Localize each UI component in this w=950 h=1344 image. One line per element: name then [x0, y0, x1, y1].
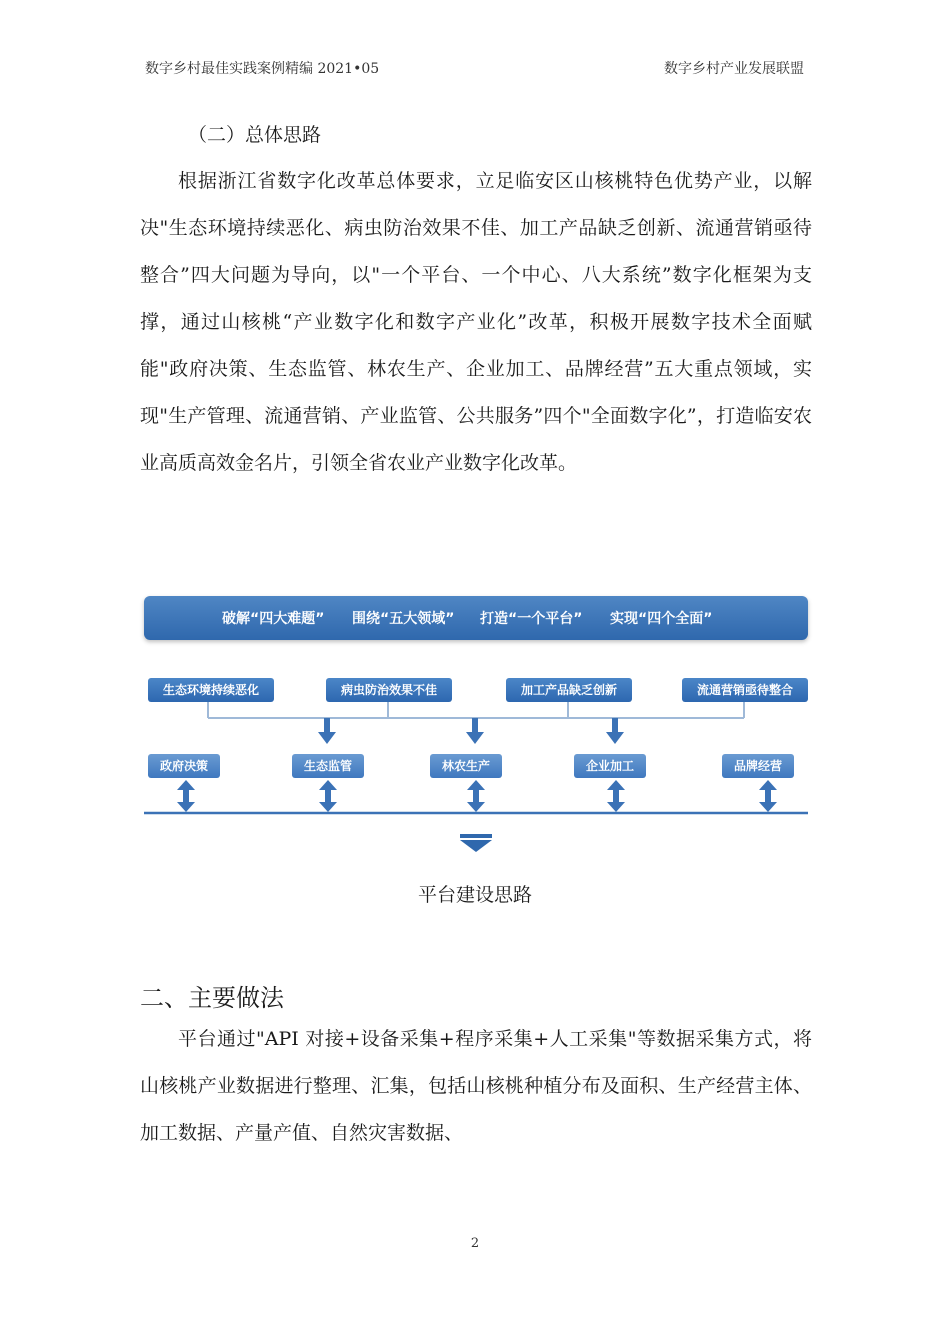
domain-box: 政府决策	[148, 754, 220, 778]
domain-box: 品牌经营	[722, 754, 794, 778]
paragraph-main-practice: 平台通过"API 对接+设备采集+程序采集+人工采集"等数据采集方式，将山核桃产业数据进行整理、汇集，包括山核桃种植分布及面积、生产经营主体、加工数据、产量产值、自然灾害数据、	[140, 1028, 812, 1144]
domain-box: 企业加工	[574, 754, 646, 778]
banner-item: 实现“四个全面”	[610, 611, 713, 627]
bidirectional-arrows	[177, 780, 777, 812]
problem-box: 加工产品缺乏创新	[506, 678, 632, 702]
domain-box: 生态监管	[292, 754, 364, 778]
banner-item: 围绕“五大领域”	[352, 611, 455, 627]
problem-box: 流通营销亟待整合	[682, 678, 808, 702]
section-subheading: （二）总体思路	[188, 124, 322, 146]
chevron-down-icon	[460, 840, 492, 852]
problem-box: 生态环境持续恶化	[148, 678, 274, 702]
page-number: 2	[470, 1236, 480, 1251]
platform-diagram	[144, 596, 808, 866]
section-heading: 二、主要做法	[140, 984, 284, 1012]
paragraph-overall-approach: 根据浙江省数字化改革总体要求，立足临安区山核桃特色优势产业，以解决"生态环境持续恶化、病虫防治效果不佳、加工产品缺乏创新、流通营销亟待整合”四大问题为导向，以"一个平台、一个中心、八大系统”数字化框架为支撑，通过山核桃“产业数字化和数字产业化”改革，积极开展数字技术全面赋能"政府决策、生态监管、林农生产、企业加工、品牌经营”五大重点领域，实现"生产管理、流通营销、产业监管、公共服务”四个"全面数字化”，打造临安农业高质高效金名片，引领全省农业产业数字化改革。	[140, 170, 812, 474]
header-left: 数字乡村最佳实践案例精编 2021•05	[145, 61, 380, 77]
banner-item: 破解“四大难题”	[222, 611, 325, 627]
banner-item: 打造“一个平台”	[480, 611, 583, 627]
problem-box: 病虫防治效果不佳	[326, 678, 452, 702]
figure-caption: 平台建设思路	[417, 884, 532, 906]
down-arrows	[318, 718, 624, 744]
header-right: 数字乡村产业发展联盟	[664, 61, 804, 77]
domain-box: 林农生产	[430, 754, 502, 778]
diagram-banner	[144, 596, 808, 640]
